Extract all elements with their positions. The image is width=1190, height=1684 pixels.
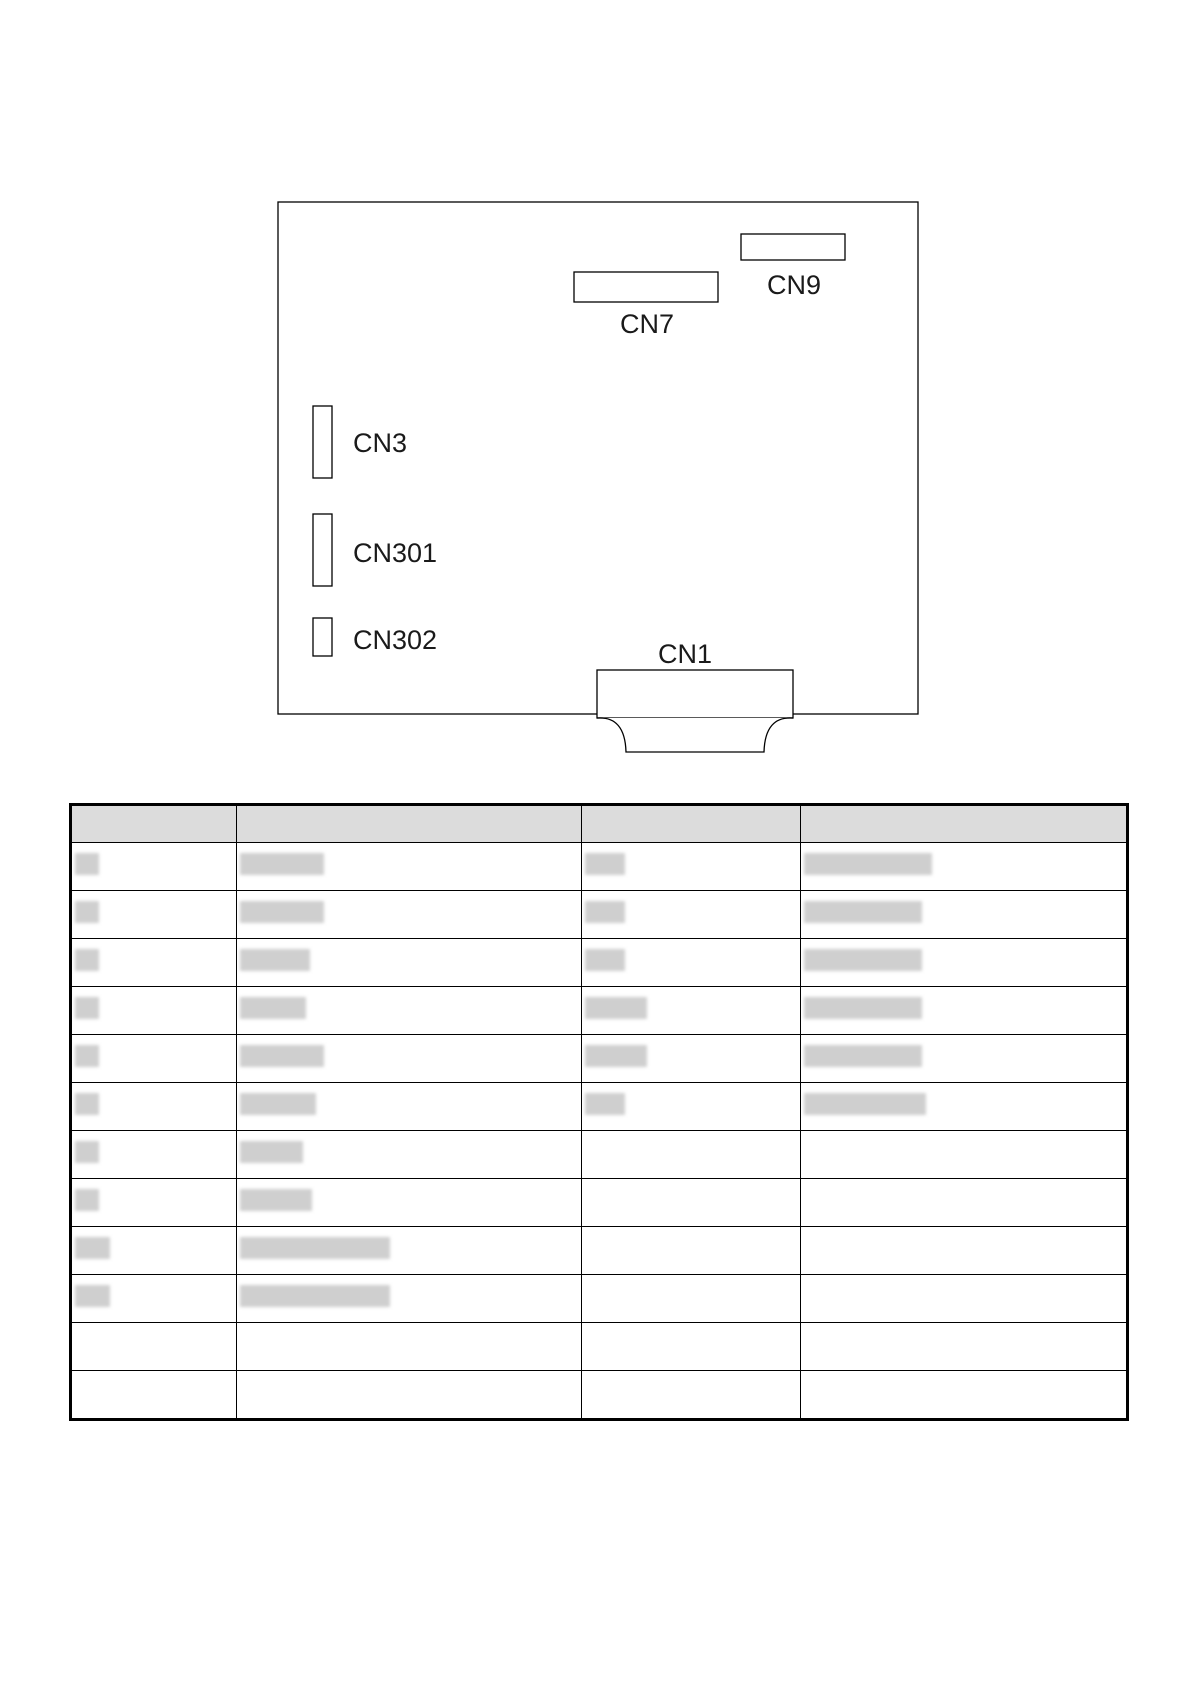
table-cell [801,1323,1128,1371]
table-cell [71,1035,237,1083]
redacted-text [585,997,647,1019]
redacted-text [75,1045,99,1067]
table-cell [71,1275,237,1323]
connector-cn301-label: CN301 [353,538,438,568]
table-cell [582,1275,801,1323]
redacted-text [240,1189,312,1211]
table-cell [71,1083,237,1131]
redacted-text [75,997,99,1019]
table-cell [582,1083,801,1131]
table-cell [582,1227,801,1275]
table-cell [71,891,237,939]
redacted-text [75,1285,110,1307]
table-cell [582,843,801,891]
redacted-text [804,901,922,923]
table-row [71,1275,1128,1323]
redacted-text [804,853,932,875]
redacted-text [804,1045,922,1067]
table-cell [582,1131,801,1179]
table-cell [237,891,582,939]
table-cell [801,1179,1128,1227]
redacted-text [585,853,625,875]
table-cell [71,1323,237,1371]
redacted-text [585,949,625,971]
table-cell [801,1035,1128,1083]
header-cell-2 [237,805,582,843]
table-cell [801,891,1128,939]
table-cell [237,1323,582,1371]
table-cell [801,1227,1128,1275]
table-row [71,987,1128,1035]
connector-cn9-shape [741,234,845,260]
redacted-text [585,901,625,923]
connector-cn1-label: CN1 [658,639,713,669]
table-cell [237,1083,582,1131]
connector-cn302-shape [313,618,332,656]
connector-cn7-label: CN7 [620,309,675,339]
table-cell [71,987,237,1035]
table-cell [71,939,237,987]
table-cell [71,1371,237,1420]
redacted-text [240,1237,390,1259]
redacted-text [75,1141,99,1163]
redacted-text [240,997,306,1019]
table-cell [237,939,582,987]
header-cell-3 [582,805,801,843]
redacted-text [585,1045,647,1067]
header-cell-4 [801,805,1128,843]
redacted-text [75,1189,99,1211]
table-cell [237,1179,582,1227]
table-row [71,1083,1128,1131]
table-cell [237,1227,582,1275]
table-cell [71,1179,237,1227]
table-cell [582,1179,801,1227]
table-cell [582,987,801,1035]
table-row [71,1371,1128,1420]
table-cell [801,1131,1128,1179]
table-cell [71,843,237,891]
board-diagram [0,0,1190,770]
connector-cn302-label: CN302 [353,625,438,655]
table-cell [237,1131,582,1179]
table-cell [582,939,801,987]
table-row [71,843,1128,891]
table-cell [582,1323,801,1371]
table-row [71,1131,1128,1179]
redacted-text [240,1045,324,1067]
redacted-text [240,1141,303,1163]
table-row [71,939,1128,987]
redacted-text [804,1093,926,1115]
redacted-text [75,1237,110,1259]
table-cell [582,1035,801,1083]
table-cell [801,843,1128,891]
table-cell [71,1131,237,1179]
table-row [71,1035,1128,1083]
table-cell [237,843,582,891]
connector-cn9-label: CN9 [767,270,822,300]
redacted-text [75,853,99,875]
redacted-text [585,1093,625,1115]
table-cell [582,891,801,939]
table-cell [71,1227,237,1275]
table-row [71,891,1128,939]
table-cell [237,1275,582,1323]
table-cell [801,1275,1128,1323]
pin-table-container [69,803,1126,1421]
table-cell [237,987,582,1035]
redacted-text [804,997,922,1019]
redacted-text [804,949,922,971]
connector-cn301-shape [313,514,332,586]
table-cell [582,1371,801,1420]
table-row [71,1179,1128,1227]
table-row [71,1227,1128,1275]
table-cell [801,1371,1128,1420]
redacted-text [240,901,324,923]
connector-cn3-shape [313,406,332,478]
table-cell [801,1083,1128,1131]
table-header-row [71,805,1128,843]
table-row [71,1323,1128,1371]
redacted-text [75,1093,99,1115]
redacted-text [240,949,310,971]
table-cell [801,987,1128,1035]
connector-cn3-label: CN3 [353,428,408,458]
header-cell-1 [71,805,237,843]
redacted-text [75,901,99,923]
pin-table [69,803,1129,1421]
redacted-text [75,949,99,971]
table-cell [237,1371,582,1420]
redacted-text [240,853,324,875]
table-cell [237,1035,582,1083]
table-body [71,843,1128,1420]
redacted-text [240,1285,390,1307]
table-cell [801,939,1128,987]
connector-cn7-shape [574,272,718,302]
connector-cn1-shape [597,670,793,752]
redacted-text [240,1093,316,1115]
